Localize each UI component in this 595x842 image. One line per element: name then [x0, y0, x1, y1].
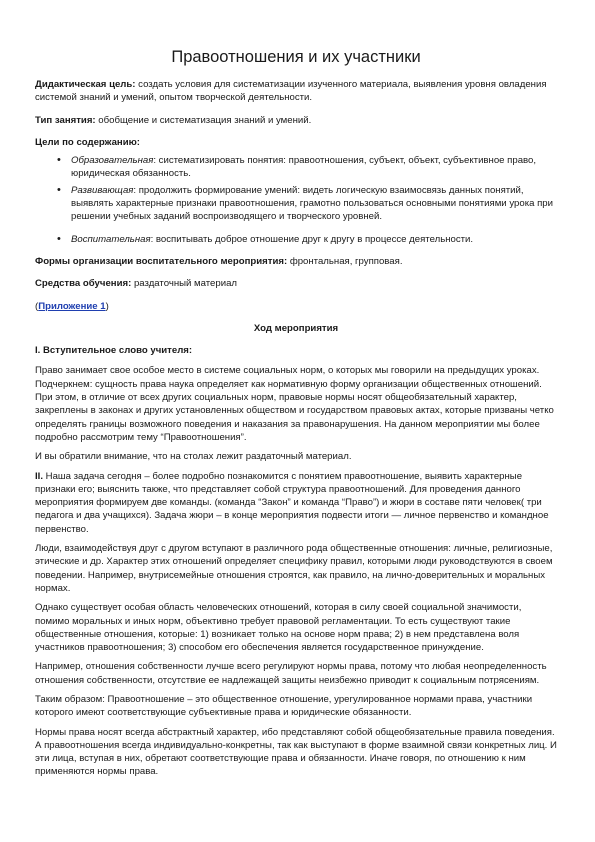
body-paragraph: Нормы права носят всегда абстрактный характер, ибо представляют собой общеобязательные правила поведения. А правоотношения всегда индивидуально-конкретны, так как выступают в форме взаимной связи конкретных лиц. И эти лица, вступая в них, обретают соответствующие права и обязанности. Иначе говоря, по отношению к ним применяются нормы права. [35, 726, 557, 778]
goal-item [71, 184, 557, 224]
lesson-type [35, 114, 557, 127]
body-paragraph: Например, отношения собственности лучше всего регулируют нормы права, потому что любая неопределенность отношения собственности, отсутствие ее надлежащей защиты неизбежно приводит к социальным потрясениям. [35, 661, 547, 686]
teaching-means-text: раздаточный материал [131, 278, 238, 290]
appendix-link[interactable]: Приложение 1 [38, 300, 106, 312]
goal-term: Образовательная [71, 155, 154, 167]
organization-forms [35, 255, 557, 268]
didactic-goal-label: Дидактическая цель: [35, 79, 136, 90]
appendix-open-paren: ( [35, 300, 39, 312]
teaching-means-label: Средства обучения: [35, 278, 132, 290]
goal-item [71, 233, 557, 246]
section-2-text: Наша задача сегодня – более подробно познакомится с понятием правоотношение, выявить характерные признаки его; выяснить также, что представляет собой структура правоотношений. Для проведения данного мероприятия формируем две команды. (команда “Закон” и команда “Право”) и жюри в составе пяти человек( три педагога и два учащихся). Задача жюри – в конце мероприятия подвести итоги — личное первенство и командное первенство. [35, 470, 549, 535]
document-title: Правоотношения и их участники [171, 48, 421, 66]
lesson-type-label: Тип занятия: [35, 114, 96, 126]
goal-term: Воспитательная [71, 233, 151, 245]
body-paragraph: Однако существует особая область человеческих отношений, которая в силу своей социальной значимости, помимо моральных и иных норм, объективно требует правовой регламентации. То есть существуют такие общественные отношения, которые: 1) возникает только на основе норм права; 2) в нем представлена воля участников правоотношения; 3) способом его обеспечения является государственное принуждение. [35, 602, 522, 654]
goal-term: Развивающая [71, 184, 134, 196]
body-paragraph: Люди, взаимодействуя друг с другом вступают в различного рода общественные отношения: личные, религиозные, этические и др. Характер этих отношений определяет специфику правил, которыми люди руководствуются в своем поведении. Например, внутрисемейные отношения строятся, как правило, на лично-доверительных и моральных нормах. [35, 543, 553, 594]
goals-heading: Цели по содержанию: [35, 136, 141, 148]
section-2-label: II. [35, 470, 43, 482]
section-1-heading: I. Вступительное слово учителя: [35, 345, 193, 357]
teaching-means [35, 277, 557, 290]
goal-text: : продолжить формирование умений: видеть логическую взаимосвязь данных понятий, выявлять характерные признаки правоотношения, грамотно пользоваться основными понятиями урока при решении учебных заданий воспроизводящего и творческого уровней. [71, 184, 553, 223]
goal-text: : воспитывать доброе отношение друг к другу в процессе деятельности. [150, 233, 474, 245]
body-paragraph: И вы обратили внимание, что на столах лежит раздаточный материал. [35, 451, 352, 463]
procedure-heading: Ход мероприятия [253, 322, 339, 334]
didactic-goal [35, 78, 557, 105]
goal-text: : систематизировать понятия: правоотношения, субъект, объект, субъективное право, юридическая обязанность. [71, 155, 537, 180]
didactic-goal-text: создать условия для систематизации изученного материала, выявления уровня овладения системой знаний и умений, опытом творческой деятельности. [35, 79, 547, 104]
body-paragraph: Право занимает свое особое место в системе социальных норм, о которых мы говорили на предыдущих уроках. Подчеркнем: сущность права наука определяет как нормативную форму организации общественных отношений. При этом, в отличие от всех других социальных норм, правовые нормы носят общеобязательный характер, закреплены в законах и других установленных обществом и государством правовых актах, которые призваны четко определять границы возможного поведения и наказания за правонарушения. На данном мероприятии мы более подробно рассмотрим тему “Правоотношения”. [35, 365, 554, 443]
organization-forms-text: фронтальная, групповая. [287, 255, 403, 267]
document-page [35, 48, 557, 785]
body-paragraph: Таким образом: Правоотношение – это общественное отношение, урегулированное нормами права, участники которого имеют соответствующие субъективные права и юридические обязанности. [35, 693, 533, 719]
appendix-reference [35, 300, 557, 313]
goal-item [71, 154, 557, 181]
section-2-paragraph [35, 470, 557, 536]
appendix-close-paren: ) [105, 300, 109, 312]
lesson-type-text: обобщение и систематизация знаний и умений. [95, 114, 312, 126]
organization-forms-label: Формы организации воспитательного мероприятия: [35, 255, 288, 267]
goals-list [35, 154, 557, 246]
